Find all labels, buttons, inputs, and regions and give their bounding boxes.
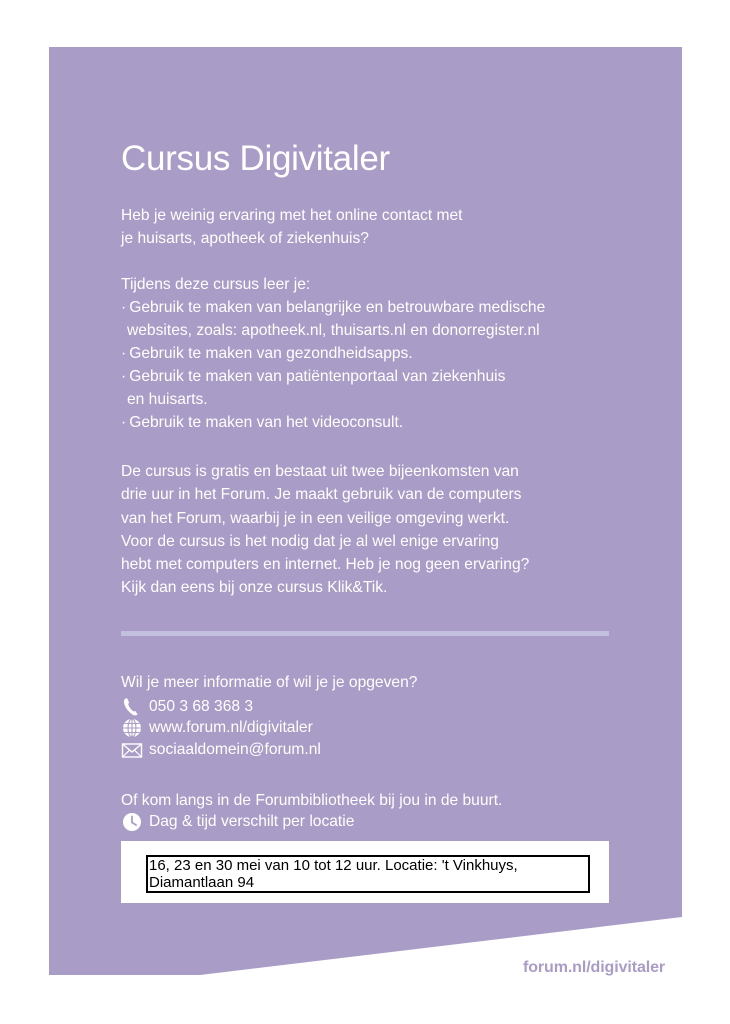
- location-info-field[interactable]: [146, 855, 590, 893]
- description-line: Kijk dan eens bij onze cursus Klik&Tik.: [121, 579, 388, 597]
- bullet: ·: [121, 414, 127, 431]
- phone-icon: [121, 697, 143, 717]
- description-line: drie uur in het Forum. Je maakt gebruik van de computers: [121, 486, 522, 504]
- bullet: ·: [121, 345, 127, 362]
- learn-item: [121, 411, 545, 434]
- learn-list: [121, 296, 545, 434]
- website-link: www.forum.nl/digivitaler: [149, 719, 313, 736]
- description-line: De cursus is gratis en bestaat uit twee bijeenkomsten van: [121, 463, 519, 480]
- location-line: 16, 23 en 30 mei van 10 tot 12 uur. Locatie: 't Vinkhuys,: [149, 857, 518, 874]
- visit-text: Of kom langs in de Forumbibliotheek bij jou in de buurt.: [121, 792, 503, 809]
- learn-item-text: Gebruik te maken van belangrijke en betrouwbare medische: [129, 299, 546, 316]
- bullet: ·: [121, 368, 127, 385]
- learn-heading: Tijdens deze cursus leer je:: [121, 276, 311, 293]
- contact-website[interactable]: [121, 718, 313, 738]
- learn-item-continuation: en huisarts.: [127, 391, 208, 408]
- learn-item: [121, 296, 545, 342]
- learn-item-text: Gebruik te maken van het videoconsult.: [129, 414, 404, 431]
- schedule-text: Dag & tijd verschilt per locatie: [149, 813, 355, 830]
- course-description: [121, 460, 529, 600]
- footer-url[interactable]: forum.nl/digivitaler: [523, 959, 666, 976]
- phone-number: 050 3 68 368 3: [149, 698, 254, 715]
- intro-text: [121, 204, 621, 250]
- page-title: Cursus Digivitaler: [121, 139, 390, 178]
- intro-line: Heb je weinig ervaring met het online contact met: [121, 207, 463, 224]
- section-divider: [121, 631, 609, 636]
- globe-icon: [121, 718, 143, 738]
- email-address: sociaaldomein@forum.nl: [149, 741, 321, 758]
- learn-item: [121, 342, 545, 365]
- learn-item: [121, 365, 545, 411]
- intro-line: je huisarts, apotheek of ziekenhuis?: [121, 230, 369, 247]
- learn-item-continuation: websites, zoals: apotheek.nl, thuisarts.nl en donorregister.nl: [127, 322, 540, 339]
- location-info-box: [121, 841, 609, 903]
- contact-phone[interactable]: [121, 697, 253, 717]
- bullet: ·: [121, 299, 127, 316]
- clock-icon: [121, 812, 143, 832]
- location-line: Diamantlaan 94: [149, 874, 255, 891]
- contact-email[interactable]: [121, 740, 321, 760]
- mail-icon: [121, 740, 143, 760]
- description-line: van het Forum, waarbij je in een veilige omgeving werkt.: [121, 509, 510, 527]
- description-line: hebt met computers en internet. Heb je nog geen ervaring?: [121, 556, 530, 574]
- schedule-row: [121, 812, 354, 832]
- learn-item-text: Gebruik te maken van patiëntenportaal van ziekenhuis: [129, 368, 506, 385]
- description-line: Voor de cursus is het nodig dat je al wel enige ervaring: [121, 532, 499, 550]
- contact-heading: Wil je meer informatie of wil je je opgeven?: [121, 674, 418, 691]
- learn-item-text: Gebruik te maken van gezondheidsapps.: [129, 345, 413, 362]
